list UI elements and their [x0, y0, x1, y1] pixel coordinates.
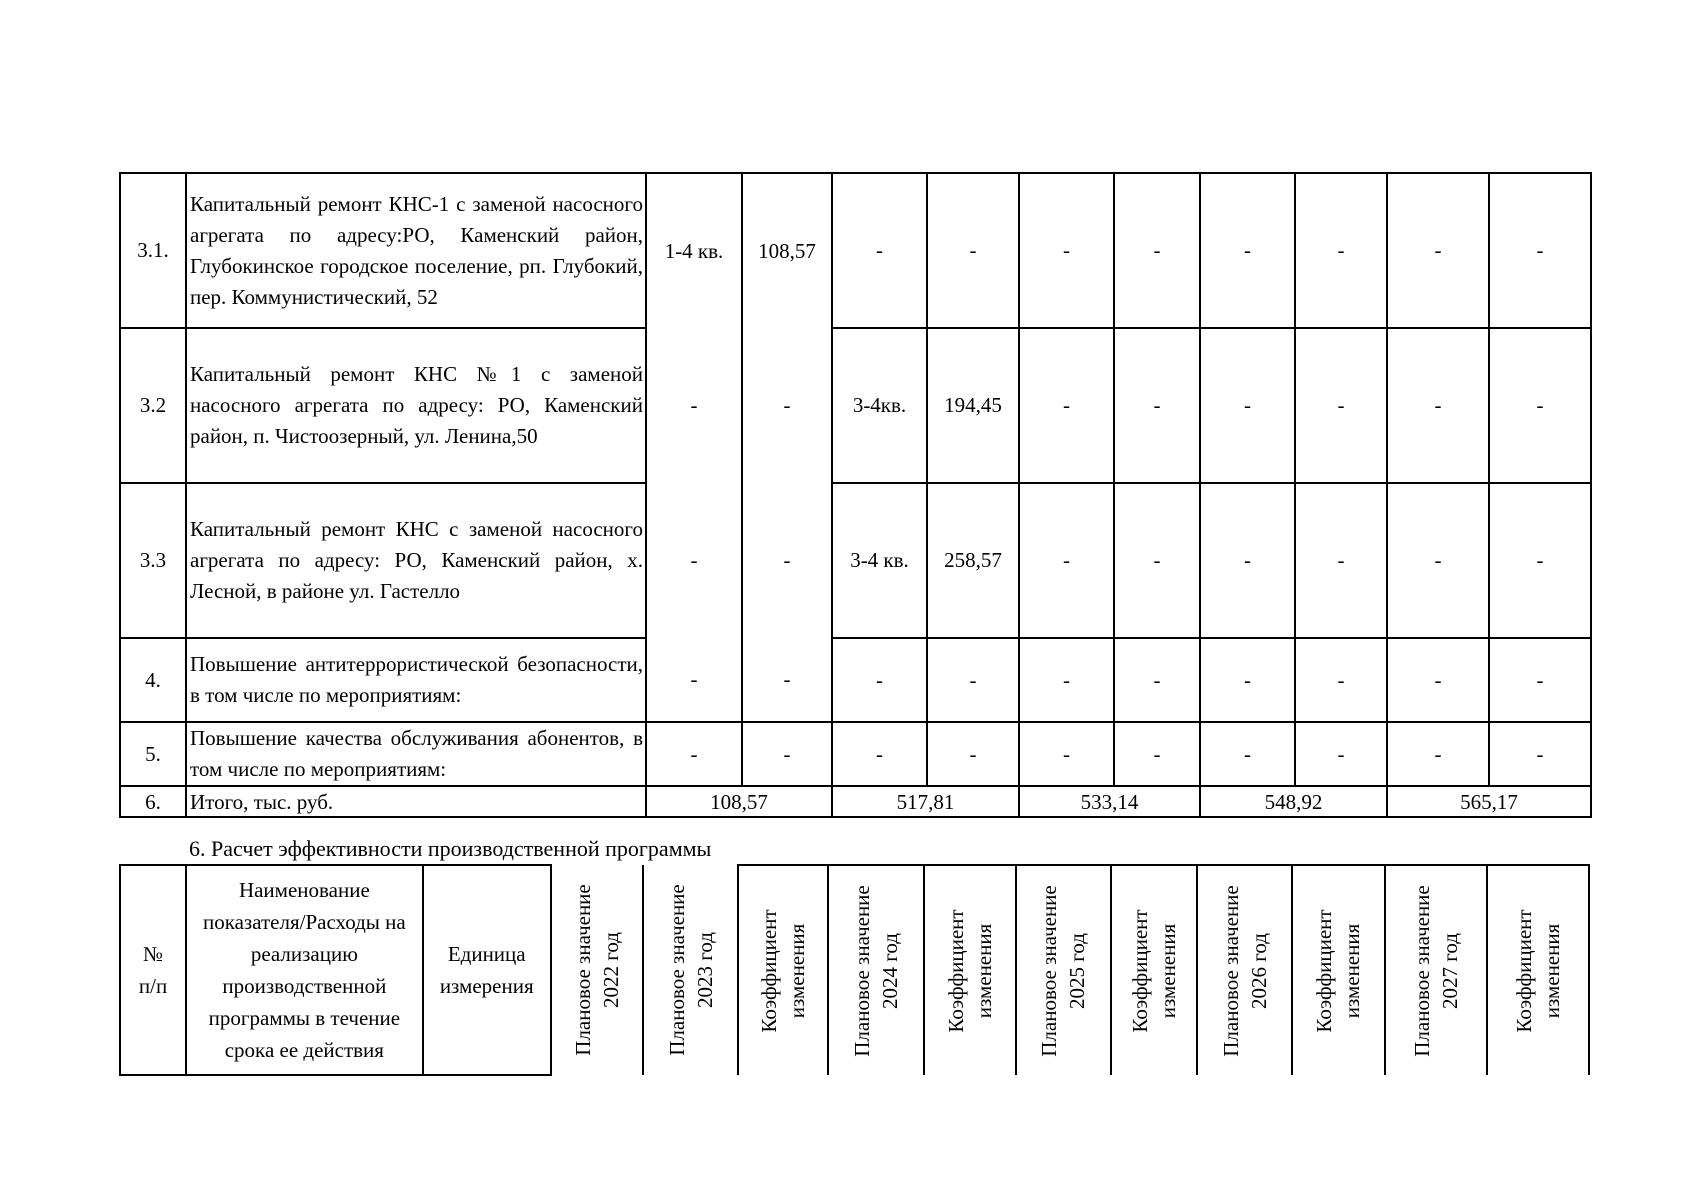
table-row — [120, 483, 1591, 638]
total-value: 517,81 — [832, 786, 1019, 817]
col-header-plan-2026: Плановое значение 2026 год — [1197, 865, 1292, 1075]
col-header-plan-2022: Плановое значение 2022 год — [551, 865, 643, 1075]
table-row — [120, 328, 1591, 483]
value-cell: - — [1019, 638, 1114, 722]
col-header-plan-2025: Плановое значение 2025 год — [1016, 865, 1111, 1075]
value-cell: - — [1489, 722, 1591, 786]
value-cell: 194,45 — [927, 328, 1019, 483]
activity-name: Повышение качества обслуживания абонентов, в том числе по мероприятиям: — [186, 722, 646, 786]
total-row — [120, 786, 1591, 817]
col-header-coef-2027: Коэффициент изменения — [1487, 865, 1589, 1075]
value-cell: 3-4кв. — [832, 328, 927, 483]
total-value: 565,17 — [1387, 786, 1591, 817]
activity-name: Капитальный ремонт КНС №1 с заменой насосного агрегата по адресу: РО, Каменский район, п. Чистоозерный, ул. Ленина,50 — [186, 328, 646, 483]
value-cell: - — [1387, 638, 1489, 722]
value-cell: - — [1489, 173, 1591, 328]
value-cell: - — [742, 722, 832, 786]
value-cell: - — [1019, 722, 1114, 786]
value-cell: - — [742, 483, 832, 638]
activity-name: Капитальный ремонт КНС с заменой насосного агрегата по адресу: РО, Каменский район, х. Лесной, в районе ул. Гастелло — [186, 483, 646, 638]
value-cell: 3-4 кв. — [832, 483, 927, 638]
value-cell: - — [646, 483, 742, 638]
activity-name: Капитальный ремонт КНС-1 с заменой насосного агрегата по адресу:РО, Каменский район, Глубокинское городское поселение, рп. Глубокий, пер. Коммунистический, 52 — [186, 173, 646, 328]
value-cell: - — [1200, 328, 1295, 483]
value-cell: - — [646, 638, 742, 722]
activity-name: Повышение антитеррористической безопасности, в том числе по мероприятиям: — [186, 638, 646, 722]
value-cell: 258,57 — [927, 483, 1019, 638]
activities-table — [119, 172, 1592, 818]
col-header-coef-2023: Коэффициент изменения — [738, 865, 828, 1075]
col-header-plan-2023: Плановое значение 2023 год — [643, 865, 738, 1075]
value-cell: - — [1295, 722, 1387, 786]
value-cell: - — [1114, 638, 1200, 722]
value-cell: - — [1489, 483, 1591, 638]
value-cell: - — [1387, 722, 1489, 786]
value-cell: - — [1295, 483, 1387, 638]
value-cell: - — [742, 328, 832, 483]
value-cell: - — [1200, 173, 1295, 328]
col-header-number: № п/п — [120, 865, 186, 1075]
value-cell: - — [1114, 483, 1200, 638]
total-value: 548,92 — [1200, 786, 1387, 817]
activities-table-body — [120, 173, 1591, 817]
total-value: 108,57 — [646, 786, 832, 817]
col-header-plan-2024: Плановое значение 2024 год — [828, 865, 923, 1075]
total-label: Итого, тыс. руб. — [186, 786, 646, 817]
value-cell: - — [1295, 638, 1387, 722]
value-cell: - — [1200, 722, 1295, 786]
row-number: 3.1. — [120, 173, 186, 328]
value-cell: - — [1489, 328, 1591, 483]
value-cell: - — [1295, 173, 1387, 328]
value-cell: - — [646, 722, 742, 786]
total-value: 533,14 — [1019, 786, 1200, 817]
row-number: 5. — [120, 722, 186, 786]
value-cell: - — [1489, 638, 1591, 722]
value-cell: 1-4 кв. — [646, 173, 742, 328]
value-cell: - — [1019, 483, 1114, 638]
efficiency-header-row — [120, 865, 1589, 1075]
value-cell: - — [832, 722, 927, 786]
col-header-coef-2024: Коэффициент изменения — [924, 865, 1016, 1075]
value-cell: - — [1387, 328, 1489, 483]
value-cell: 108,57 — [742, 173, 832, 328]
table-row — [120, 173, 1591, 328]
value-cell: - — [832, 173, 927, 328]
value-cell: - — [1114, 722, 1200, 786]
value-cell: - — [1387, 483, 1489, 638]
col-header-coef-2026: Коэффициент изменения — [1292, 865, 1384, 1075]
row-number: 3.3 — [120, 483, 186, 638]
row-number: 4. — [120, 638, 186, 722]
value-cell: - — [1200, 638, 1295, 722]
table-row — [120, 638, 1591, 722]
value-cell: - — [927, 173, 1019, 328]
value-cell: - — [927, 638, 1019, 722]
table-row — [120, 722, 1591, 786]
value-cell: - — [1295, 328, 1387, 483]
value-cell: - — [1114, 173, 1200, 328]
value-cell: - — [646, 328, 742, 483]
col-header-coef-2025: Коэффициент изменения — [1111, 865, 1197, 1075]
section-title: 6. Расчет эффективности производственной программы — [189, 836, 712, 861]
value-cell: - — [1114, 328, 1200, 483]
row-number: 3.2 — [120, 328, 186, 483]
total-number: 6. — [120, 786, 186, 817]
efficiency-table-header — [119, 864, 1590, 1076]
col-header-plan-2027: Плановое значение 2027 год — [1385, 865, 1487, 1075]
col-header-unit: Единица измерения — [423, 865, 551, 1075]
value-cell: - — [1387, 173, 1489, 328]
col-header-indicator-name: Наименование показателя/Расходы на реализацию производственной программы в течение срока ее действия — [186, 865, 422, 1075]
value-cell: - — [1200, 483, 1295, 638]
value-cell: - — [832, 638, 927, 722]
value-cell: - — [742, 638, 832, 722]
value-cell: - — [927, 722, 1019, 786]
value-cell: - — [1019, 173, 1114, 328]
value-cell: - — [1019, 328, 1114, 483]
